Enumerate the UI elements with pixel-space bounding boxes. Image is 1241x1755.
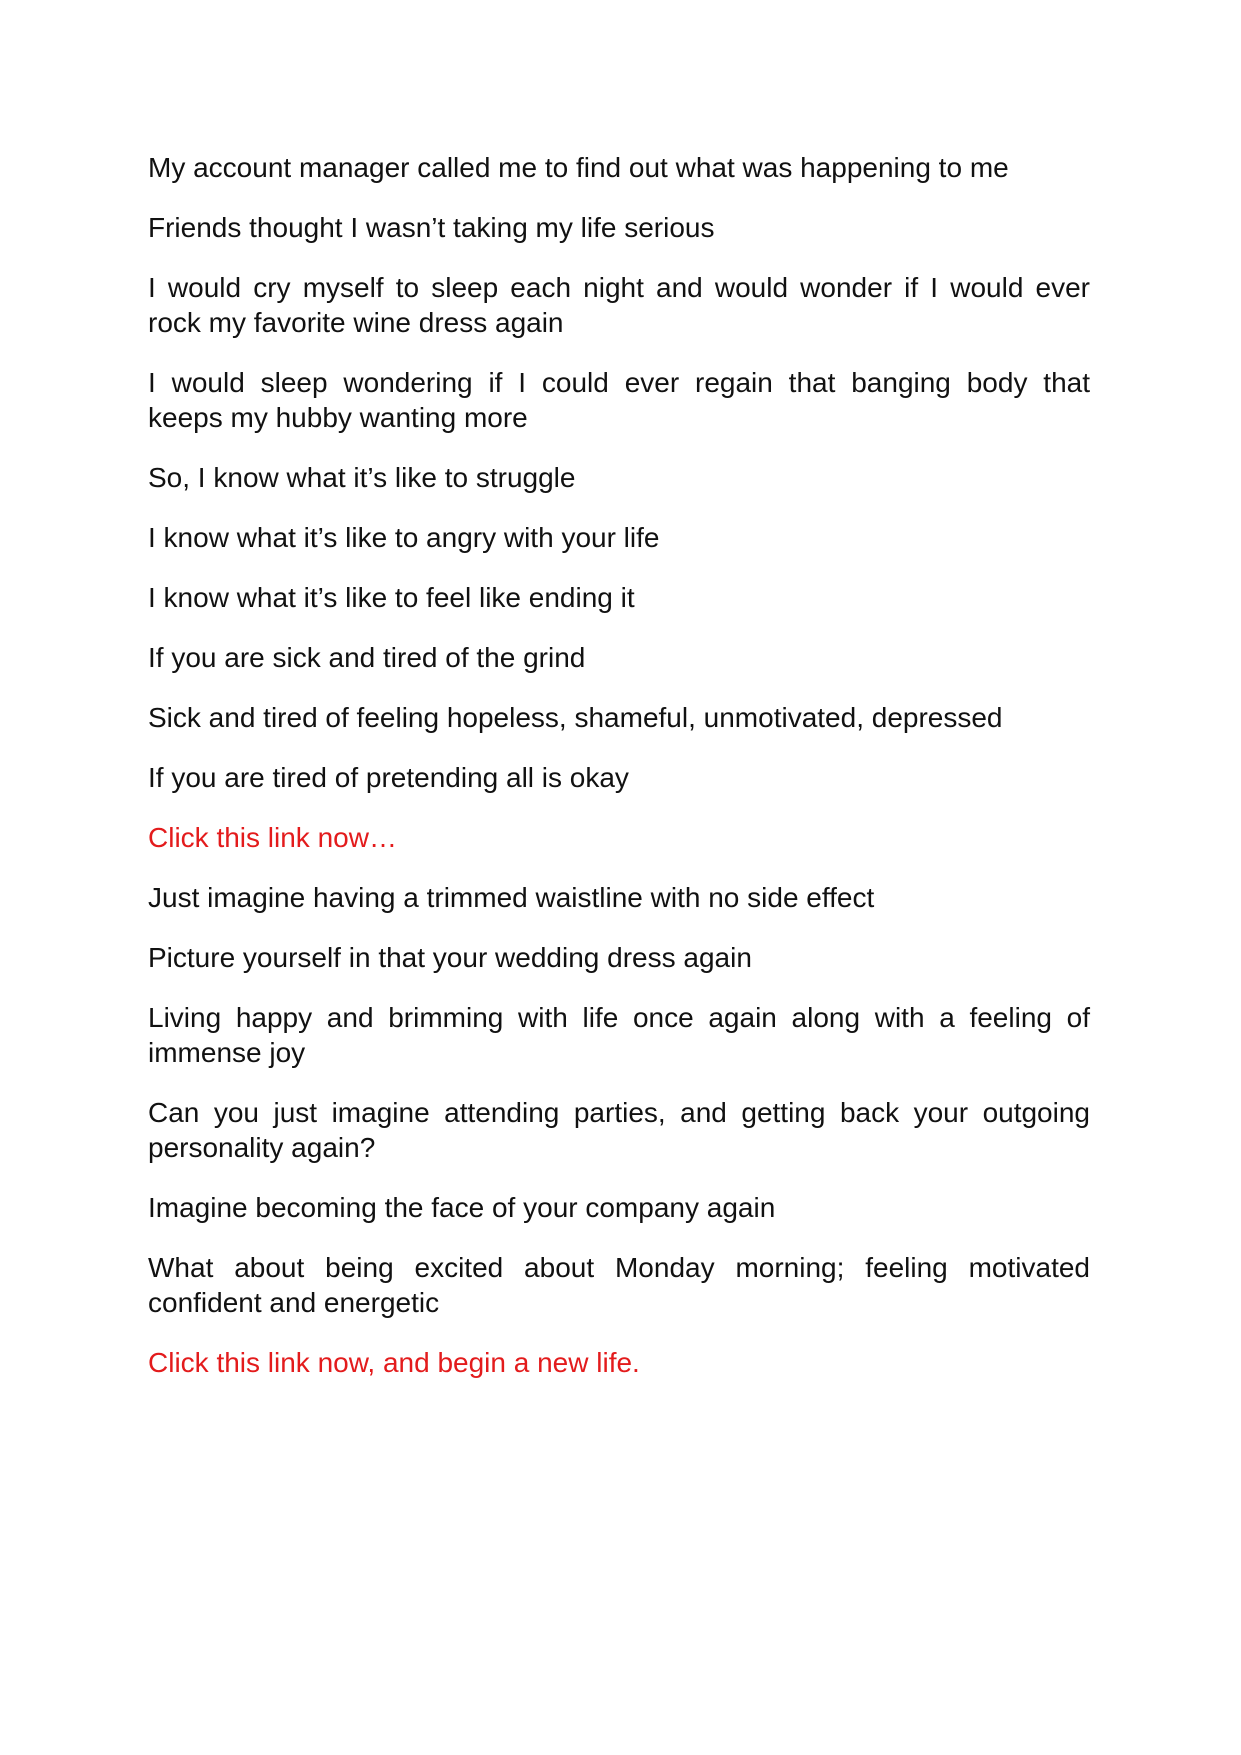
paragraph: [148, 1190, 1090, 1225]
text-line: Just imagine having a trimmed waistline with no side effect: [148, 882, 875, 913]
text-line: What about being excited about Monday morning; feeling motivated: [148, 1252, 1090, 1283]
text-line: My account manager called me to find out what was happening to me: [148, 152, 1009, 183]
text-line: rock my favorite wine dress again: [148, 307, 564, 338]
text-line: I know what it’s like to angry with your life: [148, 522, 660, 553]
text-line: I would cry myself to sleep each night and would wonder if I would ever: [148, 272, 1090, 303]
text-line: keeps my hubby wanting more: [148, 402, 528, 433]
text-line: Click this link now…: [148, 822, 397, 853]
paragraph: [148, 270, 1090, 340]
paragraph: [148, 1095, 1090, 1165]
text-line: immense joy: [148, 1037, 306, 1068]
text-line: If you are tired of pretending all is okay: [148, 762, 629, 793]
paragraph: [148, 1000, 1090, 1070]
paragraph: [148, 460, 1090, 495]
text-line: Living happy and brimming with life once again along with a feeling of: [148, 1002, 1090, 1033]
paragraph: [148, 880, 1090, 915]
text-line: confident and energetic: [148, 1287, 440, 1318]
paragraph: [148, 365, 1090, 435]
paragraph: [148, 1250, 1090, 1320]
paragraph: [148, 940, 1090, 975]
paragraph: [148, 760, 1090, 795]
text-line: Picture yourself in that your wedding dress again: [148, 942, 752, 973]
text-line: So, I know what it’s like to struggle: [148, 462, 576, 493]
cta-link[interactable]: [148, 1345, 1090, 1380]
paragraph: [148, 520, 1090, 555]
text-line: I would sleep wondering if I could ever regain that banging body that: [148, 367, 1090, 398]
cta-link[interactable]: [148, 820, 1090, 855]
text-line: Click this link now, and begin a new life.: [148, 1347, 640, 1378]
text-line: Sick and tired of feeling hopeless, shameful, unmotivated, depressed: [148, 702, 1003, 733]
document-body: [148, 150, 1090, 1405]
text-line: personality again?: [148, 1132, 376, 1163]
text-line: If you are sick and tired of the grind: [148, 642, 586, 673]
paragraph: [148, 700, 1090, 735]
text-line: Friends thought I wasn’t taking my life serious: [148, 212, 715, 243]
paragraph: [148, 210, 1090, 245]
paragraph: [148, 640, 1090, 675]
text-line: I know what it’s like to feel like ending it: [148, 582, 635, 613]
paragraph: [148, 580, 1090, 615]
text-line: Imagine becoming the face of your company again: [148, 1192, 776, 1223]
paragraph: [148, 150, 1090, 185]
text-line: Can you just imagine attending parties, and getting back your outgoing: [148, 1097, 1090, 1128]
